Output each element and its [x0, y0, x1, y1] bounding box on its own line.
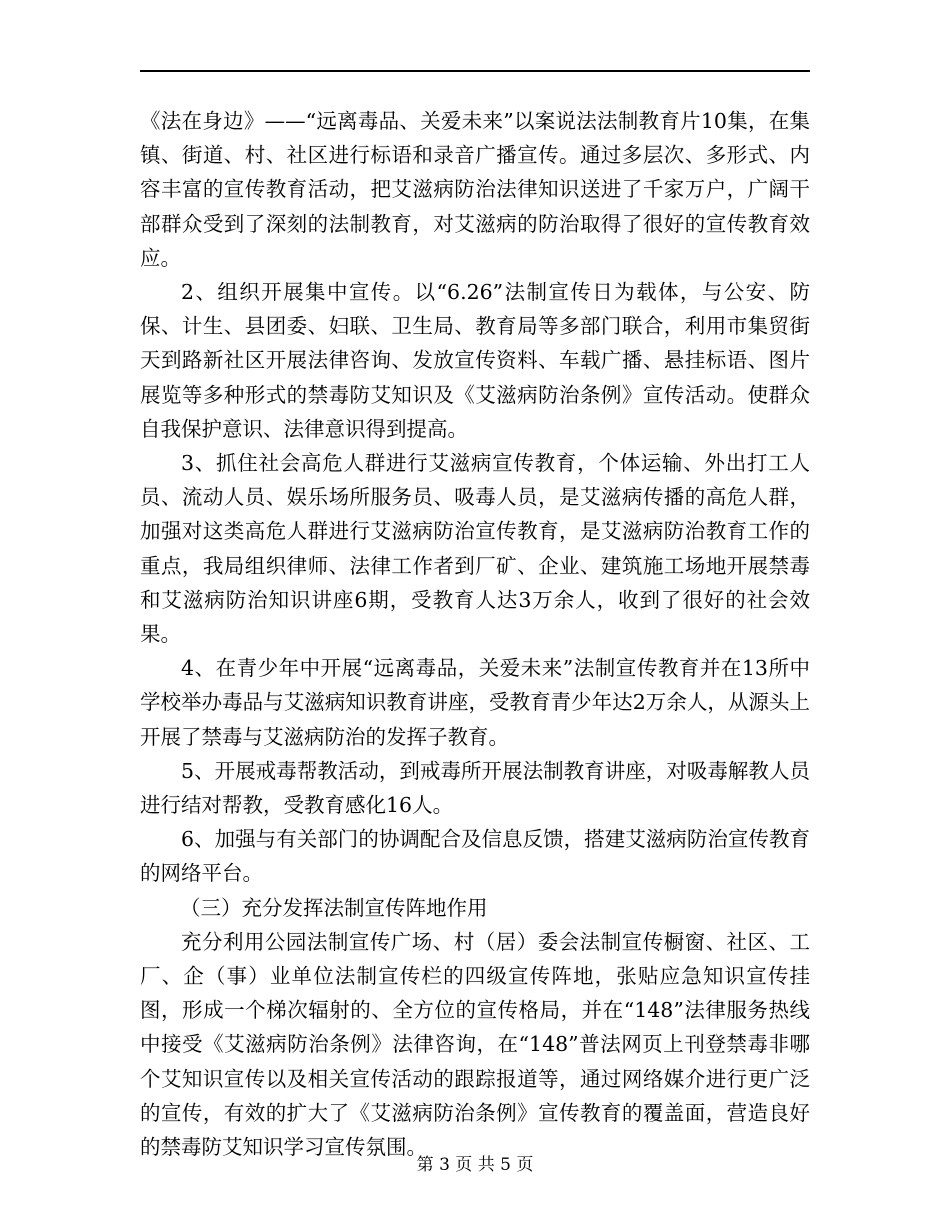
paragraph-item-4: 4、在青少年中开展“远离毒品，关爱未来”法制宣传教育并在13所中学校举办毒品与艾滋病知识教育讲座，受教育青少年达2万余人，从源头上开展了禁毒与艾滋病防治的发挥子教育。 — [140, 656, 810, 749]
paragraph-item-5: 5、开展戒毒帮教活动，到戒毒所开展法制教育讲座，对吸毒解教人员进行结对帮教，受教育感化16人。 — [140, 758, 810, 818]
header-rule — [140, 70, 810, 72]
paragraph-item-2: 2、组织开展集中宣传。以“6.26”法制宣传日为载体，与公安、防保、计生、县团委、妇联、卫生局、教育局等多部门联合，利用市集贸街天到路新社区开展法律咨询、发放宣传资料、车载广播、悬挂标语、图片展览等多种形式的禁毒防艾知识及《艾滋病防治条例》宣传活动。使群众自我保护意识、法律意识得到提高。 — [140, 280, 810, 441]
paragraph-item-3: 3、抓住社会高危人群进行艾滋病宣传教育，个体运输、外出打工人员、流动人员、娱乐场所服务员、吸毒人员，是艾滋病传播的高危人群，加强对这类高危人群进行艾滋病防治宣传教育，是艾滋病防治教育工作的重点，我局组织律师、法律工作者到厂矿、企业、建筑施工场地开展禁毒和艾滋病防治知识讲座6期，受教育人达3万余人，收到了很好的社会效果。 — [140, 451, 810, 647]
document-body — [140, 104, 810, 1164]
section-heading: （三）充分发挥法制宣传阵地作用 — [179, 895, 488, 920]
paragraph-item-6: 6、加强与有关部门的协调配合及信息反馈，搭建艾滋病防治宣传教育的网络平台。 — [140, 827, 810, 886]
paragraph-section-body: 充分利用公园法制宣传广场、村（居）委会法制宣传橱窗、社区、工厂、企（事）业单位法制宣传栏的四级宣传阵地，张贴应急知识宣传挂图，形成一个梯次辐射的、全方位的宣传格局，并在“148”法律服务热线中接受《艾滋病防治条例》法律咨询，在“148”普法网页上刊登禁毒非哪个艾知识宣传以及相关宣传活动的跟踪报道等，通过网络媒介进行更广泛的宣传，有效的扩大了《艾滋病防治条例》宣传教育的覆盖面，营造良好的禁毒防艾知识学习宣传氛围。 — [140, 929, 810, 1160]
page-number-footer: 第 3 页 共 5 页 — [416, 1155, 534, 1175]
paragraph-intro-continuation: 《法在身边》——“远离毒品、关爱未来”以案说法法制教育片10集，在集镇、街道、村、社区进行标语和录音广播宣传。通过多层次、多形式、内容丰富的宣传教育活动，把艾滋病防治法律知识送进了千家万户，广阔干部群众受到了深刻的法制教育，对艾滋病的防治取得了很好的宣传教育效应。 — [140, 109, 810, 270]
